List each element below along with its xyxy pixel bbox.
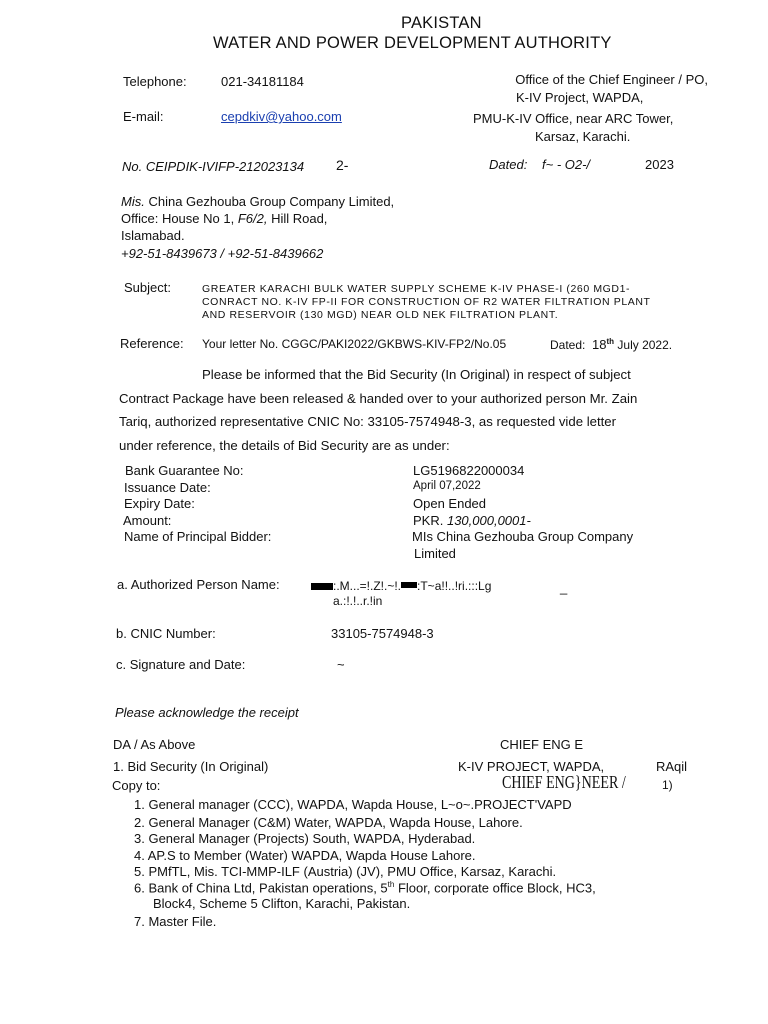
bank-guarantee-label: Bank Guarantee No: xyxy=(125,463,244,478)
expiry-date-label: Expiry Date: xyxy=(124,496,195,511)
copy-item-3: 3. General Manager (Projects) South, WAPDA, Hyderabad. xyxy=(134,831,476,846)
principal-bidder-value-cont: Limited xyxy=(414,546,456,561)
reference-day: 18 xyxy=(592,337,607,352)
email-label: E-mail: xyxy=(123,109,164,124)
copy-item-7: 7. Master File. xyxy=(134,914,217,929)
body-line1: Please be informed that the Bid Security (In Original) in respect of subject xyxy=(202,367,631,382)
office-line4: Karsaz, Karachi. xyxy=(535,129,631,144)
reference-month-year: July 2022. xyxy=(617,338,673,352)
copy-item-6-line2: Block4, Scheme 5 Clifton, Karachi, Pakistan. xyxy=(153,896,411,911)
amount-value xyxy=(413,513,531,528)
addressee-line2 xyxy=(121,211,327,226)
copy-item-2: 2. General Manager (C&M) Water, WAPDA, Wapda House, Lahore. xyxy=(134,815,523,830)
addressee-sector: F6/2, xyxy=(237,211,268,226)
copy-item-6-text: 6. Bank of China Ltd, Pakistan operations, 5 xyxy=(134,880,388,896)
office-line2: K-IV Project, WAPDA, xyxy=(516,90,644,105)
header-authority: WATER AND POWER DEVELOPMENT AUTHORITY xyxy=(213,34,612,52)
body-line4: under reference, the details of Bid Security are as under: xyxy=(119,438,450,453)
copy-item-6-text-cont: Floor, corporate office Block, HC3, xyxy=(394,880,596,896)
acknowledge-text: Please acknowledge the receipt xyxy=(115,705,299,720)
copy-item-1: 1. General manager (CCC), WAPDA, Wapda House, L~o~.PROJECT'VAPD xyxy=(134,797,572,812)
da-as-above: DA / As Above xyxy=(113,737,196,752)
signatory-project: K-IV PROJECT, WAPDA, xyxy=(458,759,605,774)
reference-label: Reference: xyxy=(120,336,184,351)
signature-date-label: c. Signature and Date: xyxy=(116,657,246,672)
reference-dated-label: Dated: xyxy=(550,338,586,352)
addressee-prefix: Mis. xyxy=(121,194,145,209)
addressee-line1 xyxy=(121,194,394,209)
signature-date-value: ~ xyxy=(337,657,345,672)
copy-item-5: 5. PMfTL, Mis. TCI-MMP-ILF (Austria) (JV), PMU Office, Karsaz, Karachi. xyxy=(134,864,557,879)
email-link[interactable]: cepdkiv@yahoo.com xyxy=(221,109,342,124)
authorized-person-dash: _ xyxy=(560,580,568,595)
header-country: PAKISTAN xyxy=(401,14,482,32)
issuance-date-value: April 07,2022 xyxy=(413,480,481,492)
subject-line2: CONRACT NO. K-IV FP-II FOR CONSTRUCTION OF R2 WATER FILTRATION PLANT xyxy=(202,296,651,308)
addressee-road: Hill Road, xyxy=(267,211,328,226)
copy-item-4: 4. AP.S to Member (Water) WAPDA, Wapda House Lahore. xyxy=(134,848,476,863)
dated-value: f~ - O2-/ xyxy=(542,157,591,172)
subject-label: Subject: xyxy=(124,280,171,295)
signatory-stamp: CHIEF ENG}NEER / xyxy=(502,772,626,792)
authorized-person-text1: :.M...=!.Z!.~!. xyxy=(333,579,402,593)
addressee-phone: +92-51-8439673 / +92-51-8439662 xyxy=(121,246,324,261)
telephone-label: Telephone: xyxy=(123,74,187,89)
amount-number: 130,000,0001- xyxy=(446,513,531,528)
addressee-company: China Gezhouba Group Company Limited, xyxy=(148,194,395,209)
cnic-value: 33105-7574948-3 xyxy=(331,626,434,641)
amount-label: Amount: xyxy=(123,513,172,528)
dated-year: 2023 xyxy=(645,157,674,172)
signatory-stamp-mark: 1) xyxy=(662,778,673,792)
reference-day-suffix: th xyxy=(606,337,615,346)
issuance-date-label: Issuance Date: xyxy=(124,480,211,495)
office-line1: Office of the Chief Engineer / PO, xyxy=(515,72,708,87)
copy-item-6 xyxy=(134,880,596,895)
addressee-city: Islamabad. xyxy=(121,228,185,243)
reference-number-suffix: 2- xyxy=(336,157,349,173)
expiry-date-value: Open Ended xyxy=(413,496,487,511)
enclosure-bid-security: 1. Bid Security (In Original) xyxy=(113,759,269,774)
authorized-person-label: a. Authorized Person Name: xyxy=(117,577,280,592)
body-line3: Tariq, authorized representative CNIC No: 33105-7574948-3, as requested vide letter xyxy=(119,414,617,429)
reference-number: No. CEIPDIK-IVIFP-212023134 xyxy=(122,159,305,174)
bank-guarantee-value: LG5196822000034 xyxy=(413,463,525,478)
copy-item-6-sup: th xyxy=(387,880,395,889)
authorized-person-text3: a.:!.!..r.!in xyxy=(333,594,383,608)
amount-currency: PKR. xyxy=(413,513,447,528)
subject-line1: GREATER KARACHI BULK WATER SUPPLY SCHEME K-IV PHASE-I (260 MGD1- xyxy=(202,283,631,295)
body-line2: Contract Package have been released & handed over to your authorized person Mr. Zain xyxy=(119,391,638,406)
reference-text: Your letter No. CGGC/PAKI2022/GKBWS-KIV-FP2/No.05 xyxy=(202,337,507,351)
signatory-name: RAqil xyxy=(656,759,688,774)
redaction-block xyxy=(401,582,417,588)
office-line3: PMU-K-IV Office, near ARC Tower, xyxy=(473,111,674,126)
telephone-value: 021-34181184 xyxy=(221,74,304,89)
dated-label: Dated: xyxy=(489,157,528,172)
signatory-title: CHIEF ENG E xyxy=(500,737,584,752)
principal-bidder-label: Name of Principal Bidder: xyxy=(124,529,272,544)
cnic-label: b. CNIC Number: xyxy=(116,626,216,641)
redaction-block xyxy=(311,583,333,590)
reference-dated xyxy=(550,337,672,352)
authorized-person-text2: :T~a!!..!ri.:::Lg xyxy=(417,579,492,593)
authorized-person-value xyxy=(311,579,491,593)
subject-line3: AND RESERVOIR (130 MGD) NEAR OLD NEK FILTRATION PLANT. xyxy=(202,309,559,321)
addressee-office: Office: House No 1, xyxy=(121,211,238,226)
copy-to-label: Copy to: xyxy=(112,778,161,793)
principal-bidder-value: MIs China Gezhouba Group Company xyxy=(412,529,634,544)
